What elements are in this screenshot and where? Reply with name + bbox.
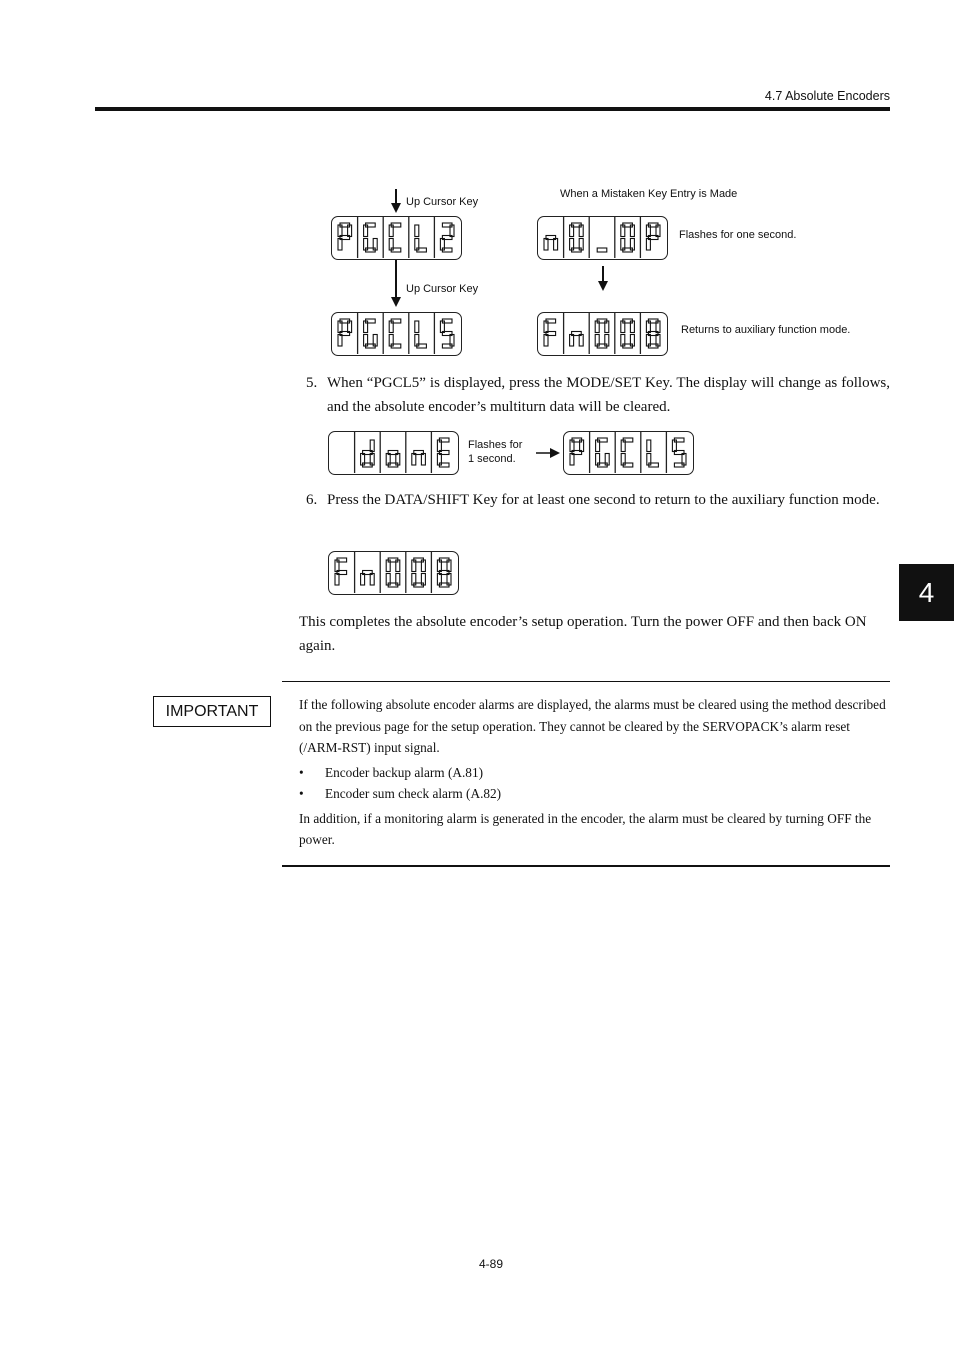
segment-e <box>338 335 342 347</box>
running-header: 4.7 Absolute Encoders <box>764 89 890 103</box>
bullet-icon: • <box>299 764 304 780</box>
segment-c <box>579 335 583 347</box>
lcd-display-fn008 <box>328 551 459 595</box>
down-arrow-icon <box>391 297 401 307</box>
segment-e <box>412 454 416 466</box>
lcd-display-fn008 <box>537 312 668 356</box>
segment-f <box>415 321 419 333</box>
bullet-icon: • <box>299 786 304 801</box>
segment-f <box>415 225 419 237</box>
step-6-text: Press the DATA/SHIFT Key for at least one second to return to the auxiliary function mode. <box>327 492 880 508</box>
segment-e <box>338 239 342 251</box>
segment-f <box>647 440 651 452</box>
flashes-label: Flashes for one second. <box>679 229 797 241</box>
bullet-list <box>299 762 890 805</box>
segment-e <box>544 335 548 347</box>
seven-segment-readout <box>332 217 460 258</box>
arrow-line <box>395 260 397 298</box>
arrow-line <box>395 189 397 204</box>
right-arrow-icon <box>536 446 560 464</box>
step-number: 5. <box>306 375 318 391</box>
seven-segment-readout <box>329 432 457 473</box>
segment-c <box>421 454 425 466</box>
down-arrow-icon <box>391 203 401 213</box>
segment-e <box>335 574 339 586</box>
arrow-line <box>602 266 604 282</box>
seven-segment-readout <box>538 217 666 258</box>
segment-e <box>570 454 574 466</box>
seven-segment-readout <box>564 432 692 473</box>
segment-c <box>370 574 374 586</box>
lcd-display-pgcl5 <box>331 312 462 356</box>
lcd-display-done <box>328 431 459 475</box>
flashes-label-line: Flashes for <box>468 439 523 451</box>
list-item <box>299 762 890 784</box>
important-note <box>299 694 890 851</box>
segment-c <box>554 239 558 251</box>
bullet-text: Encoder backup alarm (A.81) <box>325 764 484 780</box>
flashes-label-line: 1 second. <box>468 453 516 465</box>
chapter-tab: 4 <box>899 564 954 621</box>
segment-e <box>646 239 650 251</box>
bullet-text: Encoder sum check alarm (A.82) <box>325 786 502 801</box>
lcd-display-no-op <box>537 216 668 260</box>
step-number: 6. <box>306 492 318 508</box>
segment-d <box>597 248 607 252</box>
seven-segment-readout <box>538 313 666 354</box>
note-intro: If the following absolute encoder alarms are displayed, the alarms must be cleared using the method described on the previous page for the setup operation. They cannot be cleared by the SERVOPACK’s alarm reset (/ARM-RST) input signal. <box>299 697 886 755</box>
step-5-text: When “PGCL5” is displayed, press the MODE/SET Key. The display will change as follows, and the absolute encoder’s multiturn data will be cleared. <box>327 375 890 415</box>
lcd-display-pgcl5 <box>563 431 694 475</box>
header-rule <box>95 107 890 111</box>
important-badge: IMPORTANT <box>153 696 271 727</box>
segment-e <box>361 574 365 586</box>
up-cursor-key-label: Up Cursor Key <box>406 196 479 208</box>
seven-segment-readout <box>329 552 457 593</box>
up-cursor-key-label: Up Cursor Key <box>406 283 479 295</box>
down-arrow-icon <box>598 281 608 291</box>
segment-b <box>370 440 374 452</box>
mistaken-entry-label: When a Mistaken Key Entry is Made <box>560 188 738 200</box>
page-number: 4-89 <box>479 1257 504 1271</box>
seven-segment-readout <box>332 313 460 354</box>
list-item <box>299 783 890 805</box>
flashes-label <box>468 438 522 466</box>
segment-e <box>570 335 574 347</box>
lcd-display-pgcl2 <box>331 216 462 260</box>
note-top-rule <box>282 681 890 682</box>
segment-e <box>544 239 548 251</box>
completion-text: This completes the absolute encoder’s setup operation. Turn the power OFF and then back ON again. <box>299 614 867 654</box>
note-bottom-rule <box>282 865 890 867</box>
note-outro: In addition, if a monitoring alarm is generated in the encoder, the alarm must be cleared by turning OFF the power. <box>299 810 872 847</box>
returns-label: Returns to auxiliary function mode. <box>681 324 851 336</box>
